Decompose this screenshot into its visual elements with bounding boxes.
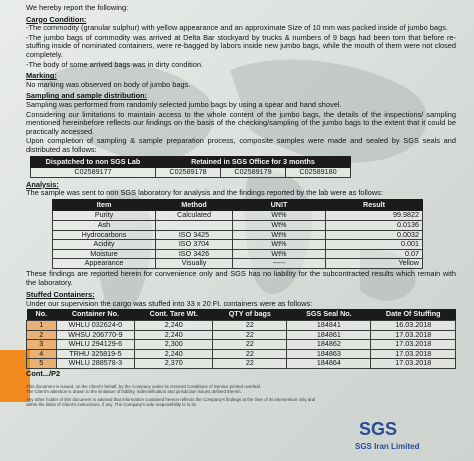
method-cell <box>156 221 233 231</box>
no-cell: 3 <box>27 340 57 350</box>
seal-cell: 184862 <box>287 340 371 350</box>
sample-seal-cell: C02589177 <box>31 168 156 178</box>
date-cell: 17.03.2018 <box>371 330 456 340</box>
no-cell: 5 <box>27 359 57 369</box>
method-cell: ISO 3426 <box>156 249 233 259</box>
footer-line-3: Any other holder of this document is advised that information contained hereon reflects the Company's findings at the time of its intervention only and within the limits of Client's instructions, if any. The Company's sole responsibility is to its <box>26 396 316 407</box>
intro-text: We hereby report the following: <box>26 3 129 12</box>
unit-cell: Wt% <box>233 240 326 250</box>
result-cell: 0.07 <box>326 249 423 259</box>
continued-label: Cont.../P2 <box>26 368 61 378</box>
no-cell: 1 <box>27 321 57 331</box>
table-row <box>27 340 456 350</box>
cargo-heading: Cargo Condition: <box>26 14 87 24</box>
seal-cell: 184861 <box>287 330 371 340</box>
qty-cell: 22 <box>213 340 287 350</box>
item-cell: Purity <box>53 211 156 221</box>
container-cell: WHSU 206770-9 <box>56 330 135 340</box>
result-cell: 0.001 <box>326 240 423 250</box>
container-cell: WHLU 294129-6 <box>56 340 135 350</box>
sgs-logo-text: SGS <box>358 419 398 439</box>
unit-cell: Wt% <box>233 230 326 240</box>
analysis-table <box>52 199 423 269</box>
sgs-logo <box>348 418 408 440</box>
table-row <box>53 259 423 269</box>
sample-seal-cell: C02589180 <box>286 168 351 178</box>
tare-cell: 2,240 <box>135 330 213 340</box>
method-cell: ISO 3425 <box>156 230 233 240</box>
method-cell: Visually <box>156 259 233 269</box>
cargo-paragraph-1: -The commodity (granular sulphur) with yellow appearance and an approximate Size of 10 mm was packed inside of jumbo bags. <box>26 23 448 33</box>
qty-cell: 22 <box>213 359 287 369</box>
sample-distribution-table <box>30 156 351 178</box>
analysis-col-result: Result <box>326 199 423 211</box>
unit-cell: Wt% <box>233 221 326 231</box>
report-body <box>26 4 456 407</box>
sampling-heading: Sampling and sample distribution: <box>26 91 148 101</box>
table-row <box>27 359 456 369</box>
containers-table <box>26 309 456 369</box>
no-cell: 2 <box>27 330 57 340</box>
stuffed-paragraph: Under our supervision the cargo was stuffed into 33 x 20 Ft. containers were as follows: <box>26 298 313 308</box>
containers-col-seal: SGS Seal No. <box>287 309 371 320</box>
qty-cell: 22 <box>213 330 287 340</box>
date-cell: 17.03.2018 <box>371 340 456 350</box>
item-cell: Acidity <box>53 240 156 250</box>
sampling-paragraph-1: Sampling was performed from randomly selected jumbo bags by using a spear and hand shovel. <box>26 99 342 109</box>
sgs-company-label: SGS Iran Limited <box>355 442 420 451</box>
sample-seal-cell: C02589179 <box>221 168 286 178</box>
unit-cell: Wt% <box>233 211 326 221</box>
date-cell: 16.03.2018 <box>371 321 456 331</box>
containers-col-qty: QTY of bags <box>213 309 287 320</box>
seal-cell: 184864 <box>287 359 371 369</box>
tare-cell: 2,240 <box>135 349 213 359</box>
stuffed-heading: Stuffed Containers: <box>26 290 95 300</box>
cargo-paragraph-3: -The body of some arrived bags was in dirty condition. <box>26 59 204 69</box>
unit-cell: Wt% <box>233 249 326 259</box>
sampling-paragraph-2: Considering our limitations to maintain access to the whole content of the jumbo bags, the details of the inspections/ sampling mentioned hereinbefore reflects our findings on the basis of the checking/sampling of the jumbo bags to the extent that it could be practically accessed. <box>26 109 456 136</box>
table-row <box>53 221 423 231</box>
container-cell: TRHU 325819-5 <box>56 349 135 359</box>
date-cell: 17.03.2018 <box>371 359 456 369</box>
result-cell: 0.0136 <box>326 221 423 231</box>
footer-line-2: The Client's attention is drawn to the limitation of liability, indemnification and jurisdiction issues defined therein. <box>26 388 242 394</box>
tare-cell: 2,300 <box>135 340 213 350</box>
sample-seal-cell: C02589178 <box>156 168 221 178</box>
unit-cell: ----- <box>233 259 326 269</box>
table-row <box>27 321 456 331</box>
containers-col-container: Container No. <box>56 309 135 320</box>
footer-line-1: This document is issued, on the Client's behalf, by the Company under its General Conditions of Service printed overleaf. <box>26 383 262 389</box>
tare-cell: 2,370 <box>135 359 213 369</box>
container-cell: WHLU 288578-3 <box>56 359 135 369</box>
qty-cell: 22 <box>213 321 287 331</box>
method-cell: ISO 3704 <box>156 240 233 250</box>
item-cell: Ash <box>53 221 156 231</box>
containers-col-tare: Cont. Tare Wt. <box>135 309 213 320</box>
analysis-col-item: Item <box>53 199 156 211</box>
no-cell: 4 <box>27 349 57 359</box>
result-cell: 0.0032 <box>326 230 423 240</box>
container-cell: WHLU 032624-0 <box>56 321 135 331</box>
qty-cell: 22 <box>213 349 287 359</box>
analysis-col-unit: UNIT <box>233 199 326 211</box>
result-cell: Yellow <box>326 259 423 269</box>
retained-header: Retained in SGS Office for 3 months <box>156 156 351 168</box>
tare-cell: 2,240 <box>135 321 213 331</box>
method-cell: Calculated <box>156 211 233 221</box>
cargo-paragraph-2: -The jumbo bags of commodity was arrived at Delta Bar stockyard by trucks & numbers of 9 bags had been torn that before re-stuffing inside of nominated containers, were re-bagged by labors inside new jumbo bags, while the mouth of them were not closed completely. <box>26 32 456 59</box>
marking-heading: Marking: <box>26 71 57 81</box>
date-cell: 17.03.2018 <box>371 349 456 359</box>
seal-cell: 184863 <box>287 349 371 359</box>
containers-col-no: No. <box>27 309 57 320</box>
item-cell: Moisture <box>53 249 156 259</box>
sampling-paragraph-3: Upon completion of sampling & sample preparation process, composite samples were made and sealed by SGS seals and distributed as follows: <box>26 136 456 154</box>
item-cell: Appearance <box>53 259 156 269</box>
containers-col-date: Date Of Stuffing <box>371 309 456 320</box>
analysis-disclaimer: These findings are reported herein for convenience only and SGS has no liability for the subcontracted results which remain with the laboratory. <box>26 269 456 287</box>
table-row <box>53 240 423 250</box>
analysis-heading: Analysis: <box>26 179 59 189</box>
result-cell: 99.9822 <box>326 211 423 221</box>
seal-cell: 184841 <box>287 321 371 331</box>
analysis-col-method: Method <box>156 199 233 211</box>
item-cell: Hydrocarbons <box>53 230 156 240</box>
analysis-paragraph: The sample was sent to non SGS laboratory for analysis and the findings reported by the lab were as follows: <box>26 188 383 198</box>
dispatched-header: Dispatched to non SGS Lab <box>31 156 156 168</box>
marking-paragraph: No marking was observed on body of jumbo bags. <box>26 79 191 89</box>
